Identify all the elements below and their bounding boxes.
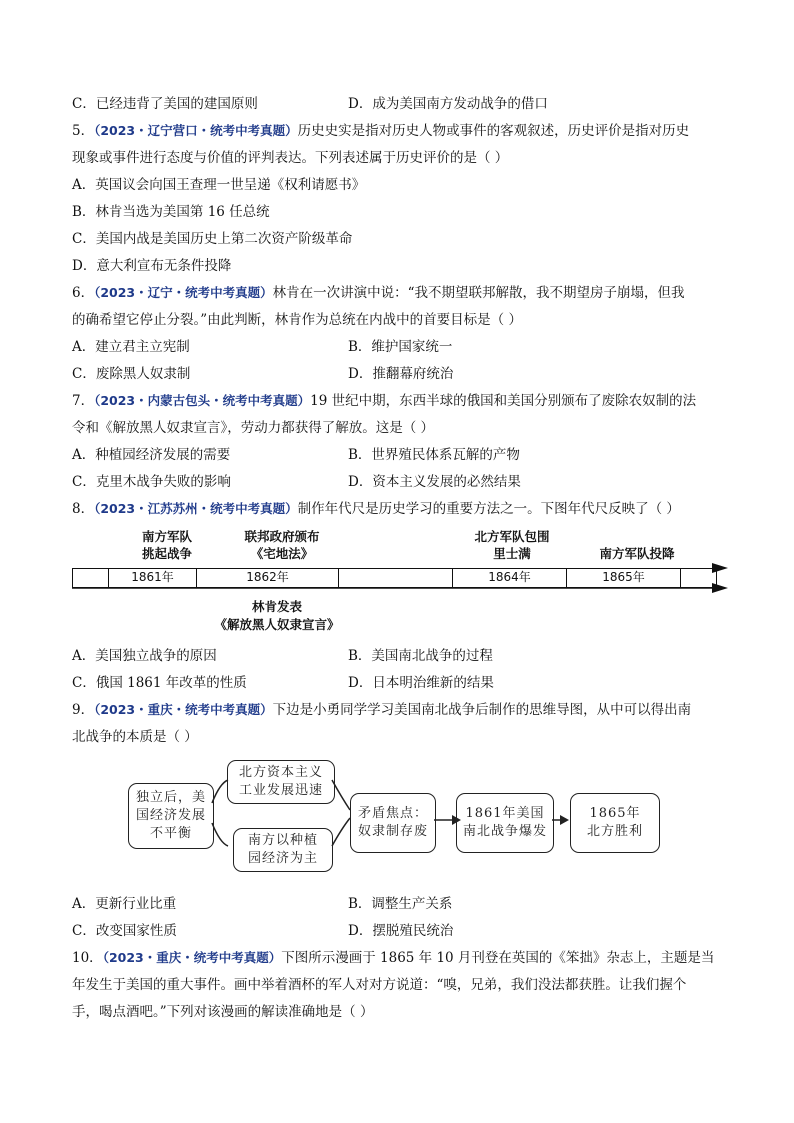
q9-stem-line-2: 北战争的本质是（ ）	[72, 729, 198, 745]
mindmap-connector-1	[212, 780, 228, 803]
mindmap-box-conflict-line-1: 矛盾焦点：	[357, 806, 428, 821]
q8-source: （2023・江苏苏州・统考中考真题）	[94, 501, 298, 516]
q10-number: 10．	[72, 950, 103, 966]
q7-stem-line-1	[72, 391, 696, 411]
mindmap-box-war-start-line-2: 南北战争爆发	[462, 824, 547, 839]
q5-stem-line-1	[72, 121, 689, 141]
q5-source: （2023・辽宁营口・统考中考真题）	[94, 123, 298, 138]
q6-stem-line-1	[72, 283, 685, 303]
q6-option-d: D．推翻幕府统治	[348, 366, 454, 382]
q6-stem-text-1: 林肯在一次讲演中说：“我不期望联邦解散，我不期望房子崩塌，但我	[272, 285, 685, 301]
timeline-year-1865: 1865年	[566, 568, 680, 588]
q5-stem-text-1: 历史史实是指对历史人物或事件的客观叙述，历史评价是指对历史	[297, 123, 690, 139]
q9-source: （2023・重庆・统考中考真题）	[94, 702, 273, 717]
mindmap-box-conflict	[350, 793, 436, 853]
timeline-arrows	[72, 558, 732, 598]
q7-option-c: C．克里木战争失败的影响	[72, 474, 231, 490]
timeline-top-label-2-line-2: 《宅地法》	[250, 546, 314, 561]
mindmap-figure	[120, 758, 680, 868]
q7-source: （2023・内蒙古包头・统考中考真题）	[94, 393, 311, 408]
timeline-arrow-head-bottom	[712, 583, 728, 593]
timeline-year-1862: 1862年	[196, 568, 338, 588]
q6-option-a: A．建立君主立宪制	[72, 339, 190, 355]
q4-option-c: C．已经违背了美国的建国原则	[72, 96, 258, 112]
mindmap-box-imbalance-line-2: 国经济发展	[135, 808, 206, 823]
mindmap-box-war-start-line-1: 1861年美国	[465, 806, 545, 821]
mindmap-box-war-start	[456, 793, 554, 853]
mindmap-box-north	[227, 760, 335, 804]
q7-option-b: B．世界殖民体系瓦解的产物	[348, 447, 520, 463]
timeline-top-label-3-line-1: 北方军队包围	[474, 529, 550, 544]
timeline-bottom-label-line-2: 《解放黑人奴隶宣言》	[214, 617, 340, 632]
mindmap-box-north-line-1: 北方资本主义	[238, 765, 323, 780]
q8-stem-line-1	[72, 499, 680, 519]
q6-stem-line-2: 的确希望它停止分裂。”由此判断，林肯作为总统在内战中的首要目标是（ ）	[72, 312, 522, 328]
timeline-figure	[72, 528, 732, 634]
mindmap-box-south-line-2: 园经济为主	[247, 851, 318, 866]
q5-option-d: D．意大利宣布无条件投降	[72, 258, 232, 274]
q9-stem-line-1	[72, 700, 691, 720]
timeline-top-label-1-line-1: 南方军队	[141, 529, 192, 544]
q7-number: 7．	[72, 393, 95, 409]
q7-stem-line-2: 令和《解放黑人奴隶宣言》，劳动力都获得了解放。这是（ ）	[72, 420, 435, 436]
mindmap-connector-4	[332, 818, 350, 846]
mindmap-box-north-wins	[570, 793, 660, 853]
q6-number: 6．	[72, 285, 95, 301]
timeline-top-label-3	[457, 528, 567, 562]
mindmap-box-north-wins-line-1: 1865年	[589, 806, 641, 821]
q7-option-d: D．资本主义发展的必然结果	[348, 474, 521, 490]
q10-stem-line-3: 手，喝点酒吧。”下列对该漫画的解读准确地是（ ）	[72, 1004, 374, 1020]
q8-option-c: C．俄国 1861 年改革的性质	[72, 675, 247, 691]
timeline-bottom-label-line-1: 林肯发表	[251, 599, 302, 614]
q5-stem-line-2: 现象或事件进行态度与价值的评判表达。下列表述属于历史评价的是（ ）	[72, 150, 509, 166]
mindmap-box-south	[233, 828, 333, 872]
q9-option-a: A．更新行业比重	[72, 896, 177, 912]
q8-option-a: A．美国独立战争的原因	[72, 648, 217, 664]
q8-option-b: B．美国南北战争的过程	[348, 648, 493, 664]
timeline-year-1864: 1864年	[452, 568, 566, 588]
q5-option-a: A．英国议会向国王查理一世呈递《权利请愿书》	[72, 177, 366, 193]
timeline-top-label-1-line-2: 挑起战争	[141, 546, 192, 561]
q6-source: （2023・辽宁・统考中考真题）	[94, 285, 273, 300]
q8-stem-text-1: 制作年代尺是历史学习的重要方法之一。下图年代尺反映了（ ）	[297, 501, 680, 517]
q5-number: 5．	[72, 123, 95, 139]
mindmap-box-south-line-1: 南方以种植	[247, 833, 318, 848]
q10-stem-line-1	[72, 948, 714, 968]
q8-number: 8．	[72, 501, 95, 517]
q9-option-b: B．调整生产关系	[348, 896, 453, 912]
mindmap-box-north-line-2: 工业发展迅速	[238, 783, 323, 798]
mindmap-box-conflict-line-2: 奴隶制存废	[357, 824, 428, 839]
q9-number: 9．	[72, 702, 95, 718]
q6-option-c: C．废除黑人奴隶制	[72, 366, 191, 382]
q7-stem-text-1: 19 世纪中期，东西半球的俄国和美国分别颁布了废除农奴制的法	[310, 393, 697, 409]
q5-option-c: C．美国内战是美国历史上第二次资产阶级革命	[72, 231, 353, 247]
q9-stem-text-1: 下边是小勇同学学习美国南北战争后制作的思维导图，从中可以得出南	[272, 702, 692, 718]
mindmap-connector-2	[212, 823, 228, 846]
mindmap-box-imbalance	[128, 783, 214, 849]
timeline-top-label-3-line-2: 里士满	[493, 546, 531, 561]
timeline-bottom-label	[197, 598, 357, 634]
timeline-top-label-2-line-1: 联邦政府颁布	[244, 529, 320, 544]
q10-source: （2023・重庆・统考中考真题）	[102, 950, 282, 965]
mindmap-box-imbalance-line-3: 不平衡	[149, 826, 192, 841]
q4-option-d: D．成为美国南方发动战争的借口	[348, 96, 548, 112]
q5-option-b: B．林肯当选为美国第 16 任总统	[72, 204, 270, 220]
q9-option-d: D．摆脱殖民统治	[348, 923, 454, 939]
timeline-top-label-2	[222, 528, 342, 562]
timeline-year-1861: 1861年	[108, 568, 196, 588]
q6-option-b: B．维护国家统一	[348, 339, 453, 355]
mindmap-box-north-wins-line-2: 北方胜利	[586, 824, 643, 839]
q8-option-d: D．日本明治维新的结果	[348, 675, 494, 691]
timeline-top-label-1	[122, 528, 212, 562]
q7-option-a: A．种植园经济发展的需要	[72, 447, 231, 463]
mindmap-arrow-2-head	[560, 815, 569, 825]
q9-option-c: C．改变国家性质	[72, 923, 177, 939]
q10-stem-line-2: 年发生于美国的重大事件。画中举着酒杯的军人对对方说道：“嗅，兄弟，我们没法都获胜。让我们握个	[72, 977, 687, 993]
mindmap-box-imbalance-line-1: 独立后，美	[135, 790, 206, 805]
timeline-arrow-head-top	[712, 563, 728, 573]
timeline-top-label-4-line-1: 南方军队投降	[599, 546, 675, 561]
q10-stem-text-1: 下图所示漫画于 1865 年 10 月刊登在英国的《笨拙》杂志上，主题是当	[281, 950, 715, 966]
